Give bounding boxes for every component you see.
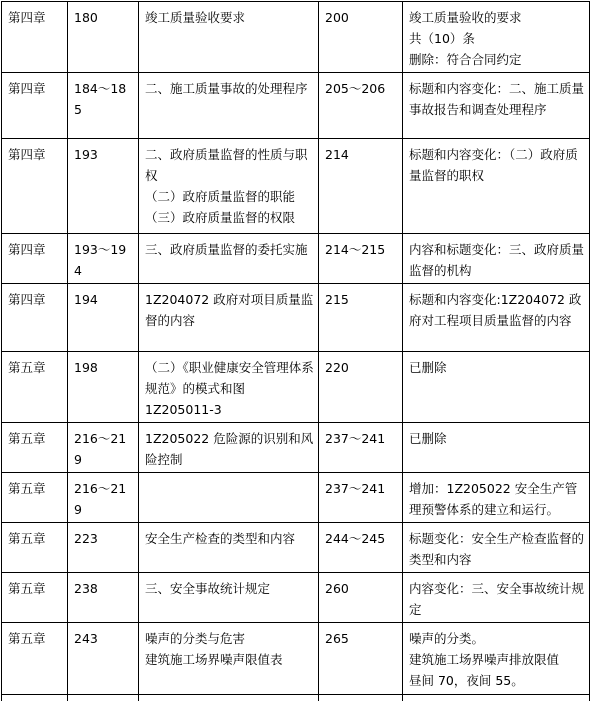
new-page-cell: 237～241	[319, 473, 403, 523]
chapter-cell: 第五章	[2, 352, 68, 423]
table-row	[2, 423, 590, 473]
chapter-cell: 第五章	[2, 523, 68, 573]
empty-cell	[139, 695, 319, 701]
old-content-cell-line: （二）政府质量监督的职能	[145, 186, 314, 207]
change-cell	[403, 234, 590, 284]
old-page-cell: 216～219	[68, 473, 139, 523]
old-content-cell	[139, 352, 319, 423]
chapter-cell: 第五章	[2, 473, 68, 523]
change-cell-line: 内容和标题变化：三、政府质量监督的机构	[409, 239, 585, 281]
table-row	[2, 473, 590, 523]
table-row	[2, 523, 590, 573]
chapter-cell: 第四章	[2, 284, 68, 352]
change-cell	[403, 523, 590, 573]
old-content-cell	[139, 473, 319, 523]
change-cell-line: 标题和内容变化：二、施工质量事故报告和调查处理程序	[409, 78, 585, 120]
old-content-cell	[139, 73, 319, 139]
change-cell-line: 已删除	[409, 357, 585, 378]
change-cell-line: 标题和内容变化:1Z204072 政府对工程项目质量监督的内容	[409, 289, 585, 331]
table-row	[2, 573, 590, 623]
old-content-cell-line: 二、政府质量监督的性质与职权	[145, 144, 314, 186]
change-cell-line: 增加：1Z205022 安全生产管理预警体系的建立和运行。	[409, 478, 585, 520]
change-cell	[403, 473, 590, 523]
change-cell	[403, 352, 590, 423]
chapter-cell: 第四章	[2, 73, 68, 139]
table-row	[2, 623, 590, 695]
change-cell-line: 噪声的分类。	[409, 628, 585, 649]
change-cell-line: 已删除	[409, 428, 585, 449]
old-content-cell	[139, 234, 319, 284]
chapter-cell: 第四章	[2, 139, 68, 234]
old-content-cell-line: 1Z205011-3	[145, 399, 314, 420]
change-cell	[403, 2, 590, 73]
change-cell-line: 建筑施工场界噪声排放限值	[409, 649, 585, 670]
new-page-cell: 260	[319, 573, 403, 623]
empty-cell	[68, 695, 139, 701]
change-cell-line: 昼间 70，夜间 55。	[409, 670, 585, 691]
change-cell-line: 标题变化：安全生产检查监督的类型和内容	[409, 528, 585, 570]
old-page-cell: 184～185	[68, 73, 139, 139]
chapter-cell: 第五章	[2, 573, 68, 623]
change-cell-line: 共（10）条	[409, 28, 585, 49]
chapter-cell: 第五章	[2, 623, 68, 695]
new-page-cell: 220	[319, 352, 403, 423]
change-cell	[403, 284, 590, 352]
chapter-changes-table	[1, 1, 590, 701]
table-row	[2, 234, 590, 284]
old-content-cell-line: 建筑施工场界噪声限值表	[145, 649, 314, 670]
old-page-cell: 198	[68, 352, 139, 423]
old-content-cell-line: 噪声的分类与危害	[145, 628, 314, 649]
old-page-cell: 193～194	[68, 234, 139, 284]
new-page-cell: 265	[319, 623, 403, 695]
empty-cell	[2, 695, 68, 701]
change-cell-line: 竣工质量验收的要求	[409, 7, 585, 28]
change-cell-line: 内容变化：三、安全事故统计规定	[409, 578, 585, 620]
old-page-cell: 194	[68, 284, 139, 352]
old-content-cell-line: 二、施工质量事故的处理程序	[145, 78, 314, 99]
change-cell	[403, 423, 590, 473]
table-row-partial	[2, 695, 590, 701]
change-cell-line: 删除：符合合同约定	[409, 49, 585, 70]
chapter-cell: 第四章	[2, 2, 68, 73]
change-cell	[403, 573, 590, 623]
old-content-cell	[139, 573, 319, 623]
old-page-cell: 216～219	[68, 423, 139, 473]
new-page-cell: 215	[319, 284, 403, 352]
table-body	[2, 2, 590, 701]
old-content-cell-line: 竣工质量验收要求	[145, 7, 314, 28]
old-content-cell-line: 1Z204072 政府对项目质量监督的内容	[145, 289, 314, 331]
old-content-cell	[139, 2, 319, 73]
old-content-cell	[139, 623, 319, 695]
old-page-cell: 180	[68, 2, 139, 73]
table-row	[2, 73, 590, 139]
old-content-cell-line: 1Z205022 危险源的识别和风险控制	[145, 428, 314, 470]
table-row	[2, 284, 590, 352]
empty-cell	[319, 695, 403, 701]
old-content-cell-line: （三）政府质量监督的权限	[145, 207, 314, 228]
new-page-cell: 244～245	[319, 523, 403, 573]
table-row	[2, 139, 590, 234]
new-page-cell: 205～206	[319, 73, 403, 139]
change-cell	[403, 623, 590, 695]
chapter-cell: 第五章	[2, 423, 68, 473]
table-row	[2, 352, 590, 423]
old-content-cell	[139, 284, 319, 352]
new-page-cell: 237～241	[319, 423, 403, 473]
old-content-cell-line: （二）《职业健康安全管理体系规范》的模式和图	[145, 357, 314, 399]
old-page-cell: 238	[68, 573, 139, 623]
old-content-cell	[139, 423, 319, 473]
old-content-cell-line: 三、安全事故统计规定	[145, 578, 314, 599]
change-cell	[403, 139, 590, 234]
table-row	[2, 2, 590, 73]
empty-cell	[403, 695, 590, 701]
old-content-cell	[139, 523, 319, 573]
chapter-cell: 第四章	[2, 234, 68, 284]
old-content-cell	[139, 139, 319, 234]
old-content-cell-line: 三、政府质量监督的委托实施	[145, 239, 314, 260]
change-cell-line: 标题和内容变化：（二）政府质量监督的职权	[409, 144, 585, 186]
old-page-cell: 223	[68, 523, 139, 573]
old-content-cell-line: 安全生产检查的类型和内容	[145, 528, 314, 549]
old-page-cell: 193	[68, 139, 139, 234]
change-cell	[403, 73, 590, 139]
old-page-cell: 243	[68, 623, 139, 695]
new-page-cell: 214～215	[319, 234, 403, 284]
new-page-cell: 200	[319, 2, 403, 73]
new-page-cell: 214	[319, 139, 403, 234]
